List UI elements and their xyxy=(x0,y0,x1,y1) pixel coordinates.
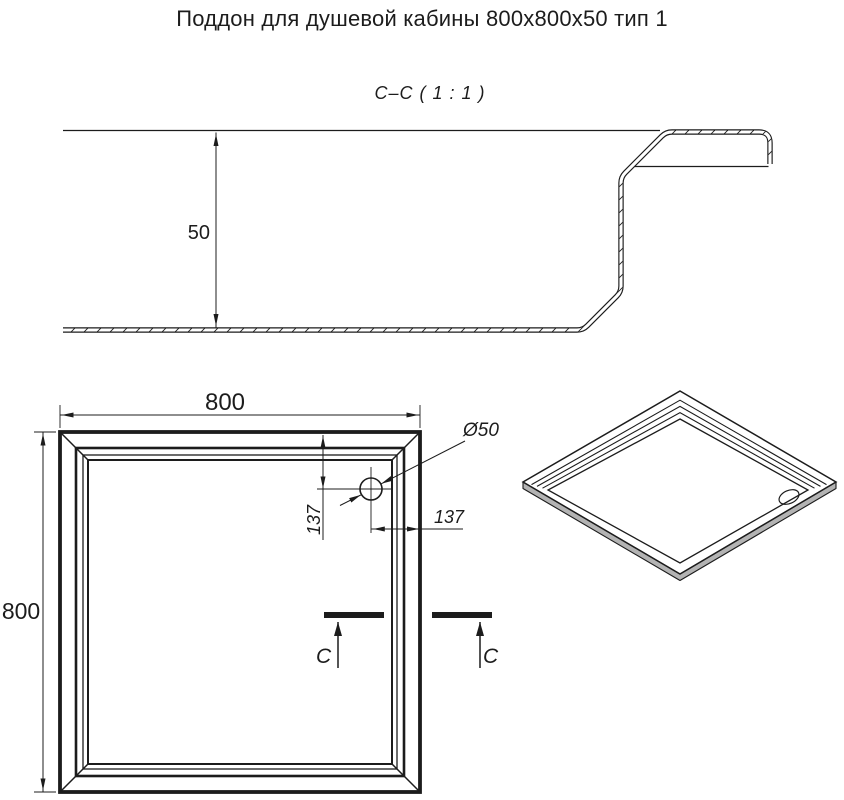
drawing-title: Поддон для душевой кабины 800х800х50 тип 1 xyxy=(176,6,668,31)
plan-width-dim-text: 800 xyxy=(204,389,246,416)
drain-diameter-leader xyxy=(340,441,465,506)
section-height-dim-text: 50 xyxy=(187,222,210,244)
section-letter-right: C xyxy=(483,645,499,668)
isometric-view xyxy=(523,391,836,581)
iso-wall-band xyxy=(523,482,836,581)
section-letter-left: C xyxy=(316,645,332,668)
iso-floor xyxy=(548,419,808,563)
iso-outer-rim xyxy=(523,391,836,574)
section-cut-marks xyxy=(324,615,492,668)
plan-view xyxy=(34,405,492,792)
drain-offset-horizontal-text: 137 xyxy=(434,507,465,527)
section-view-label: C–C ( 1 : 1 ) xyxy=(374,83,486,103)
plan-height-dim-text: 800 xyxy=(1,598,41,624)
drain-diameter-text: Ø50 xyxy=(463,420,499,441)
drain-offset-vertical-text: 137 xyxy=(304,504,324,536)
